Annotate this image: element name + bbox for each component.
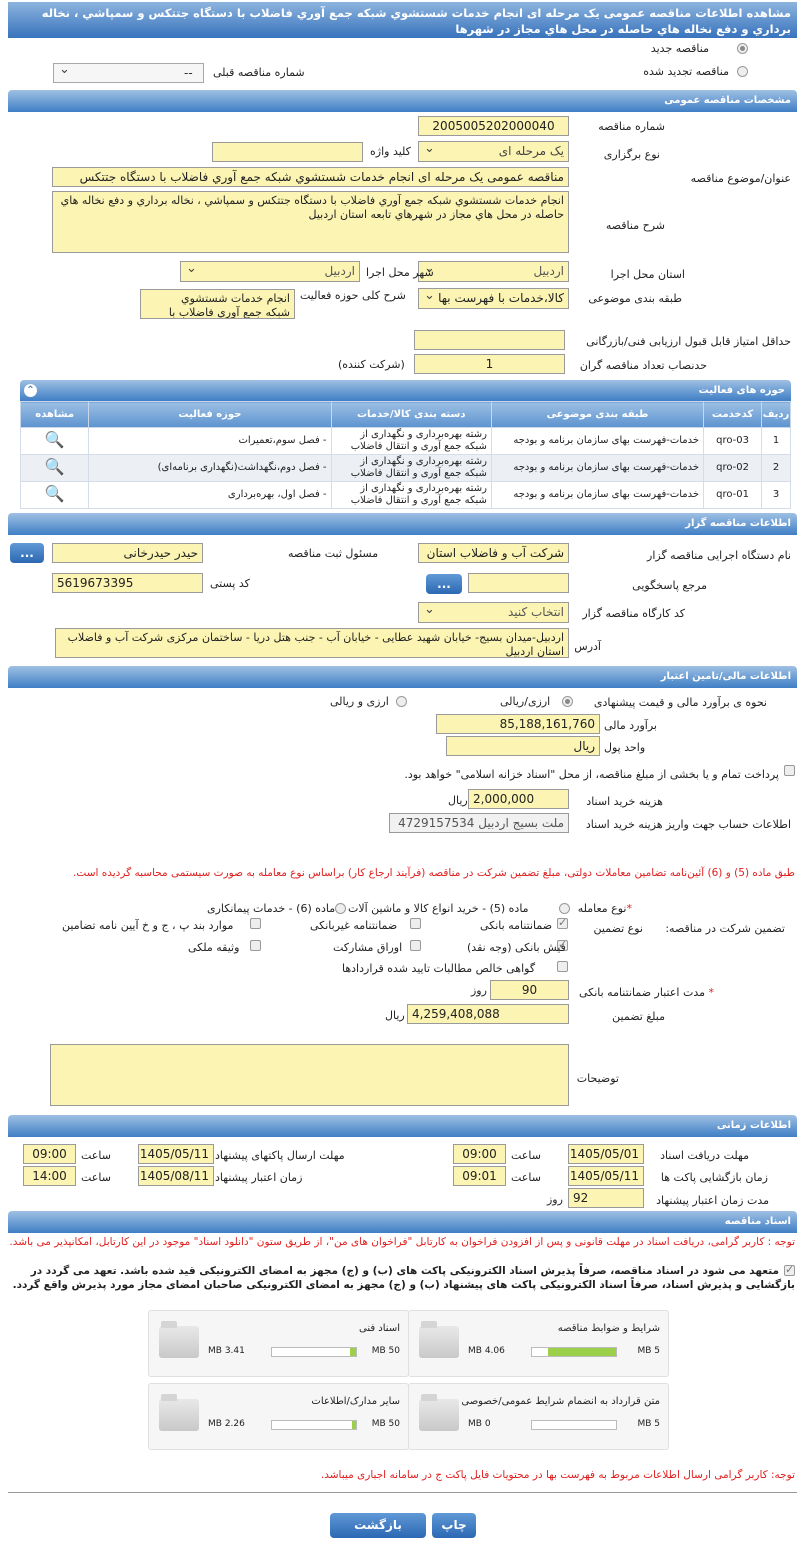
page-title: مشاهده اطلاعات مناقصه عمومی یک مرحله ای انجام خدمات شستشوي شبکه جمع آوري فاضلاب با دستگاه جتتکس و سمپاشي ، نخاله برداري و دفع نخاله هاي حاصله در محل هاي مجاز در شهرها (8, 2, 797, 38)
valid-date-field: 1405/08/11 (138, 1166, 214, 1186)
org-field: شرکت آب و فاضلاب استان (418, 543, 569, 563)
finance-section-header: اطلاعات مالی/تامین اعتبار (8, 666, 797, 688)
document-card[interactable] (408, 1310, 669, 1377)
validity-label: * مدت اعتبار ضمانتنامه بانکی (578, 986, 714, 999)
account-label: اطلاعات حساب جهت واریز هزینه خرید اسناد (585, 818, 791, 831)
nonbank-guarantee-label: ضمانتنامه غیربانکی (310, 919, 398, 932)
description-field: انجام خدمات شستشوي شبکه جمع آوري فاضلاب با دستگاه جتتکس و سمپاشي ، نخاله برداري و دفع نخاله هاي حاصله در محل هاي مجاز در شهرهاي تابعه استان اردبيل (52, 191, 569, 253)
row-field: - فصل اول، بهره‌برداری (89, 482, 331, 509)
property-checkbox[interactable] (250, 940, 261, 951)
clause-items-checkbox[interactable] (250, 918, 261, 929)
open-date-field: 1405/05/11 (568, 1166, 644, 1186)
deal-article6-radio[interactable] (335, 903, 346, 914)
currency-both-label: ارزی و ریالی (330, 695, 389, 708)
doc-fee-unit: ریال (448, 794, 468, 807)
holding-type-select[interactable]: ⌄ یک مرحله ای (418, 141, 569, 162)
scope-label: شرح کلی حوزه فعالیت (300, 289, 406, 302)
deal-type-label: *نوع معامله (577, 902, 632, 915)
guarantee-amount-unit: ریال (385, 1009, 405, 1022)
receive-time-field: 09:00 (453, 1144, 506, 1164)
workshop-select[interactable]: ⌄ انتخاب کنید (418, 602, 569, 623)
document-card[interactable] (408, 1383, 669, 1450)
activity-header-text: حوزه های فعالیت (698, 385, 785, 396)
folder-icon (159, 1399, 199, 1431)
title-label: عنوان/موضوع مناقصه (690, 172, 791, 185)
notes-field (50, 1044, 569, 1106)
table-row (21, 455, 791, 482)
row-field: - فصل دوم،نگهداشت(نگهداری برنامه‌ای) (89, 455, 331, 482)
claims-label: گواهی خالص مطالبات تایید شده قراردادها (342, 962, 536, 975)
row-category: خدمات-فهرست بهای سازمان برنامه و بودجه (491, 455, 703, 482)
holding-type-label: نوع برگزاری (603, 148, 660, 161)
treasury-checkbox[interactable] (784, 765, 795, 776)
duration-label: مدت زمان اعتبار پیشنهاد (656, 1194, 769, 1207)
document-max: 5 MB (637, 1346, 660, 1356)
valid-time-label: ساعت (81, 1171, 111, 1184)
officer-label: مسئول ثبت مناقصه (288, 547, 379, 560)
document-size: 4.06 MB (468, 1346, 505, 1356)
currency-rial-label: ارزی/ریالی (500, 695, 551, 708)
doc-fee-field: 2,000,000 (468, 789, 569, 809)
folder-icon (419, 1326, 459, 1358)
col-row: ردیف (762, 402, 791, 428)
row-code: qro-03 (704, 428, 762, 455)
document-name: متن قرارداد به انضمام شرایط عمومی/خصوصی (461, 1396, 660, 1407)
document-name: شرایط و ضوابط مناقصه (557, 1323, 660, 1334)
account-field: ملت بسیج اردبیل 4729157534 (389, 813, 569, 833)
col-category: طبقه بندی موضوعی (491, 402, 703, 428)
guarantee-amount-label: مبلغ تضمین (612, 1010, 665, 1023)
city-select[interactable]: ⌄ اردبیل (180, 261, 360, 282)
guarantee-amount-field: 4,259,408,088 (407, 1004, 569, 1024)
province-select[interactable]: ⌄ اردبیل (418, 261, 569, 282)
keyword-label: کلید واژه (370, 145, 411, 158)
row-group: رشته بهره‌برداری و نگهداری از شبکه جمع آوری و انتقال فاضلاب (331, 455, 491, 482)
guarantee-note: طبق ماده (5) و (6) آئین‌نامه تضامین معاملات دولتی، مبلغ تضمین شرکت در مناقصه (فرآیند ارجاع کار) براساس نوع معامله به صورت سیستمی محاسبه گردیده است. (73, 867, 795, 879)
send-time-label: ساعت (81, 1149, 111, 1162)
row-number: 3 (762, 482, 791, 509)
treasury-text: پرداخت تمام و یا بخشی از مبلغ مناقصه، از محل "اسناد خزانه اسلامی" خواهد بود. (404, 768, 779, 781)
notes-label: توضیحات (576, 1072, 619, 1085)
postal-label: کد پستی (210, 577, 250, 590)
price-list-note: توجه: کاربر گرامی ارسال اطلاعات مربوط به فهرست بها در محتویات فایل پاکت ج در سامانه اجباری میباشد. (320, 1469, 795, 1481)
timing-section-header: اطلاعات زمانی (8, 1115, 797, 1137)
currency-unit-field: ریال (446, 736, 600, 756)
estimate-method-label: نحوه ی برآورد مالی و قیمت پیشنهادی (593, 696, 767, 709)
open-time-label: ساعت (511, 1171, 541, 1184)
description-label: شرح مناقصه (605, 219, 665, 232)
col-code: کدخدمت (704, 402, 762, 428)
deal-article5-radio[interactable] (559, 903, 570, 914)
deal-article6-label: ماده (6) - خدمات پیمانکاری (207, 902, 336, 915)
estimate-label: برآورد مالی (604, 719, 657, 732)
document-size: 2.26 MB (208, 1419, 245, 1429)
document-progress (271, 1347, 357, 1357)
document-progress (531, 1420, 617, 1430)
divider (8, 1492, 797, 1493)
category-label: طبقه بندی موضوعی (588, 292, 682, 305)
document-progress-fill (548, 1348, 616, 1356)
document-name: اسناد فنی (359, 1323, 400, 1334)
province-label: استان محل اجرا (610, 268, 685, 281)
new-tender-radio[interactable] (737, 43, 748, 54)
agree-text: متعهد می شود در اسناد مناقصه، صرفاً پذیرش اسناد الکترونیکی پاکت های (ب) و (ج) مجهز به امضای الکترونیکی قید شده باشد. تعهد می گردد در بازگشایی و پذیرش اسناد، صرفاً اسناد الکترونیکی پاکت های پیشنهاد (ب) و (ج) مجهز به امضای الکترونیکی صاحبان امضای مجاز مورد پذیرش واقع گردد. (12, 1265, 795, 1291)
open-time-field: 09:01 (453, 1166, 506, 1186)
duration-unit: روز (547, 1193, 563, 1206)
postal-field: 5619673395 (52, 573, 203, 593)
reference-more-button[interactable]: ... (426, 574, 462, 594)
property-label: وثیقه ملکی (188, 941, 240, 954)
row-number: 1 (762, 428, 791, 455)
renewed-tender-radio[interactable] (737, 66, 748, 77)
document-max: 5 MB (637, 1419, 660, 1429)
document-size: 0 MB (468, 1419, 491, 1429)
folder-icon (159, 1326, 199, 1358)
row-category: خدمات-فهرست بهای سازمان برنامه و بودجه (491, 482, 703, 509)
send-label: مهلت ارسال پاکتهای پیشنهاد (215, 1149, 345, 1162)
min-score-field (414, 330, 565, 350)
currency-unit-label: واحد پول (604, 741, 646, 754)
officer-field: حیدر حیدرخانی (52, 543, 203, 563)
table-row (21, 482, 791, 509)
address-field: اردبیل-میدان بسیج- خیابان شهید عطایی - خیابان آب - جنب هتل دریا - ساختمان مرکزی شرکت آب و فاضلاب استان اردبیل (55, 628, 569, 658)
bank-guarantee-label: ضمانتنامه بانکی (480, 919, 553, 932)
row-category: خدمات-فهرست بهای سازمان برنامه و بودجه (491, 428, 703, 455)
document-progress-fill (350, 1348, 356, 1356)
renewed-tender-label: مناقصه تجدید شده (643, 65, 729, 78)
receive-label: مهلت دریافت اسناد (660, 1149, 749, 1162)
receive-date-field: 1405/05/01 (568, 1144, 644, 1164)
min-bidders-unit: (شرکت کننده) (338, 358, 405, 371)
document-size: 3.41 MB (208, 1346, 245, 1356)
row-code: qro-02 (704, 455, 762, 482)
open-label: زمان بازگشایی پاکت ها (660, 1171, 768, 1184)
col-view: مشاهده (21, 402, 89, 428)
guarantee-types-label: نوع تضمین (593, 922, 643, 935)
documents-note: توجه : کاربر گرامی، دریافت اسناد در مهلت قانونی و پس از افزودن فراخوان به کارتابل "فراخوان های من"، از طریق ستون "دانلود اسناد" موجود در این کارتابل، امکانپذیر می باشد. (9, 1236, 795, 1248)
print-button[interactable]: چاپ (432, 1513, 476, 1538)
validity-unit: روز (471, 984, 487, 997)
row-field: - فصل سوم،تعمیرات (89, 428, 331, 455)
bank-guarantee-checkbox[interactable] (557, 918, 568, 929)
category-select[interactable]: ⌄ کالا،خدمات با فهرست بها (418, 288, 569, 309)
collapse-icon[interactable]: ⌃ (24, 384, 37, 397)
prev-number-select[interactable]: ⌄ -- (53, 63, 204, 83)
col-field: حوزه فعالیت (89, 402, 331, 428)
clause-items-label: موارد بند پ ، ج و خ آیین نامه تضامین (62, 919, 234, 932)
documents-section-header: اسناد مناقصه (8, 1211, 797, 1233)
folder-icon (419, 1399, 459, 1431)
deal-type-text: نوع معامله (577, 902, 627, 915)
min-bidders-field: 1 (414, 354, 565, 374)
title-field: مناقصه عمومی یک مرحله ای انجام خدمات شستشوي شبکه جمع آوري فاضلاب با دستگاه جتتکس (52, 167, 569, 187)
min-bidders-label: حدنصاب تعداد مناقصه گران (579, 359, 707, 372)
row-code: qro-01 (704, 482, 762, 509)
tender-number-label: شماره مناقصه (598, 120, 665, 133)
deal-article5-label: ماده (5) - خرید انواع کالا و ماشین آلات (348, 902, 529, 915)
claims-checkbox[interactable] (557, 961, 568, 972)
send-date-field: 1405/05/11 (138, 1144, 214, 1164)
send-time-field: 09:00 (23, 1144, 76, 1164)
valid-time-field: 14:00 (23, 1166, 76, 1186)
nonbank-guarantee-checkbox[interactable] (410, 918, 421, 929)
tender-number-field: 2005005202000040 (418, 116, 569, 136)
document-max: 50 MB (371, 1419, 400, 1429)
document-name: سایر مدارک/اطلاعات (311, 1396, 400, 1407)
document-card[interactable] (148, 1383, 409, 1450)
validity-field: 90 (490, 980, 569, 1000)
row-number: 2 (762, 455, 791, 482)
currency-rial-radio[interactable] (562, 696, 573, 707)
bonds-checkbox[interactable] (410, 940, 421, 951)
back-button[interactable]: بازگشت (330, 1513, 426, 1538)
document-progress-fill (352, 1421, 356, 1429)
cash-receipt-label: فیش بانکی (وجه نقد) (467, 941, 566, 954)
view-icon[interactable]: 🔍 (21, 455, 89, 482)
min-score-label: حداقل امتیاز قابل قبول ارزیابی فنی/بازرگانی (586, 335, 791, 348)
col-group: دسته بندی کالا/خدمات (331, 402, 491, 428)
city-label: شهر محل اجرا (366, 266, 434, 279)
reference-field (468, 573, 569, 593)
new-tender-label: مناقصه جدید (650, 42, 709, 55)
prev-number-label: شماره مناقصه قبلی (213, 66, 305, 79)
officer-more-button[interactable]: ... (10, 543, 44, 563)
document-max: 50 MB (371, 1346, 400, 1356)
document-progress (531, 1347, 617, 1357)
view-icon[interactable]: 🔍 (21, 482, 89, 509)
row-group: رشته بهره‌برداری و نگهداری از شبکه جمع آوری و انتقال فاضلاب (331, 482, 491, 509)
table-row (21, 428, 791, 455)
reference-label: مرجع پاسخگویی (632, 579, 707, 592)
estimate-field: 85,188,161,760 (436, 714, 600, 734)
activity-section-header (20, 380, 791, 401)
valid-label: زمان اعتبار پیشنهاد (215, 1171, 303, 1184)
organizer-section-header: اطلاعات مناقصه گزار (8, 513, 797, 535)
org-label: نام دستگاه اجرایی مناقصه گزار (647, 549, 791, 562)
row-group: رشته بهره‌برداری و نگهداری از شبکه جمع آوری و انتقال فاضلاب (331, 428, 491, 455)
general-section-header: مشخصات مناقصه عمومی (8, 90, 797, 112)
doc-fee-label: هزینه خرید اسناد (586, 795, 663, 808)
bonds-label: اوراق مشارکت (333, 941, 403, 954)
address-label: آدرس (574, 640, 601, 653)
workshop-label: کد کارگاه مناقصه گزار (582, 607, 685, 620)
validity-text: مدت اعتبار ضمانتنامه بانکی (578, 986, 705, 999)
scope-field[interactable]: انجام خدمات شستشوي شبکه جمع آوري فاضلاب با (140, 289, 295, 319)
receive-time-label: ساعت (511, 1149, 541, 1162)
guarantee-section-label: تضمین شرکت در مناقصه: (665, 922, 785, 935)
view-icon[interactable]: 🔍 (21, 428, 89, 455)
keyword-field[interactable] (212, 142, 363, 162)
activity-table (20, 401, 791, 509)
duration-field: 92 (568, 1188, 644, 1208)
currency-both-radio[interactable] (396, 696, 407, 707)
document-progress (271, 1420, 357, 1430)
document-card[interactable] (148, 1310, 409, 1377)
